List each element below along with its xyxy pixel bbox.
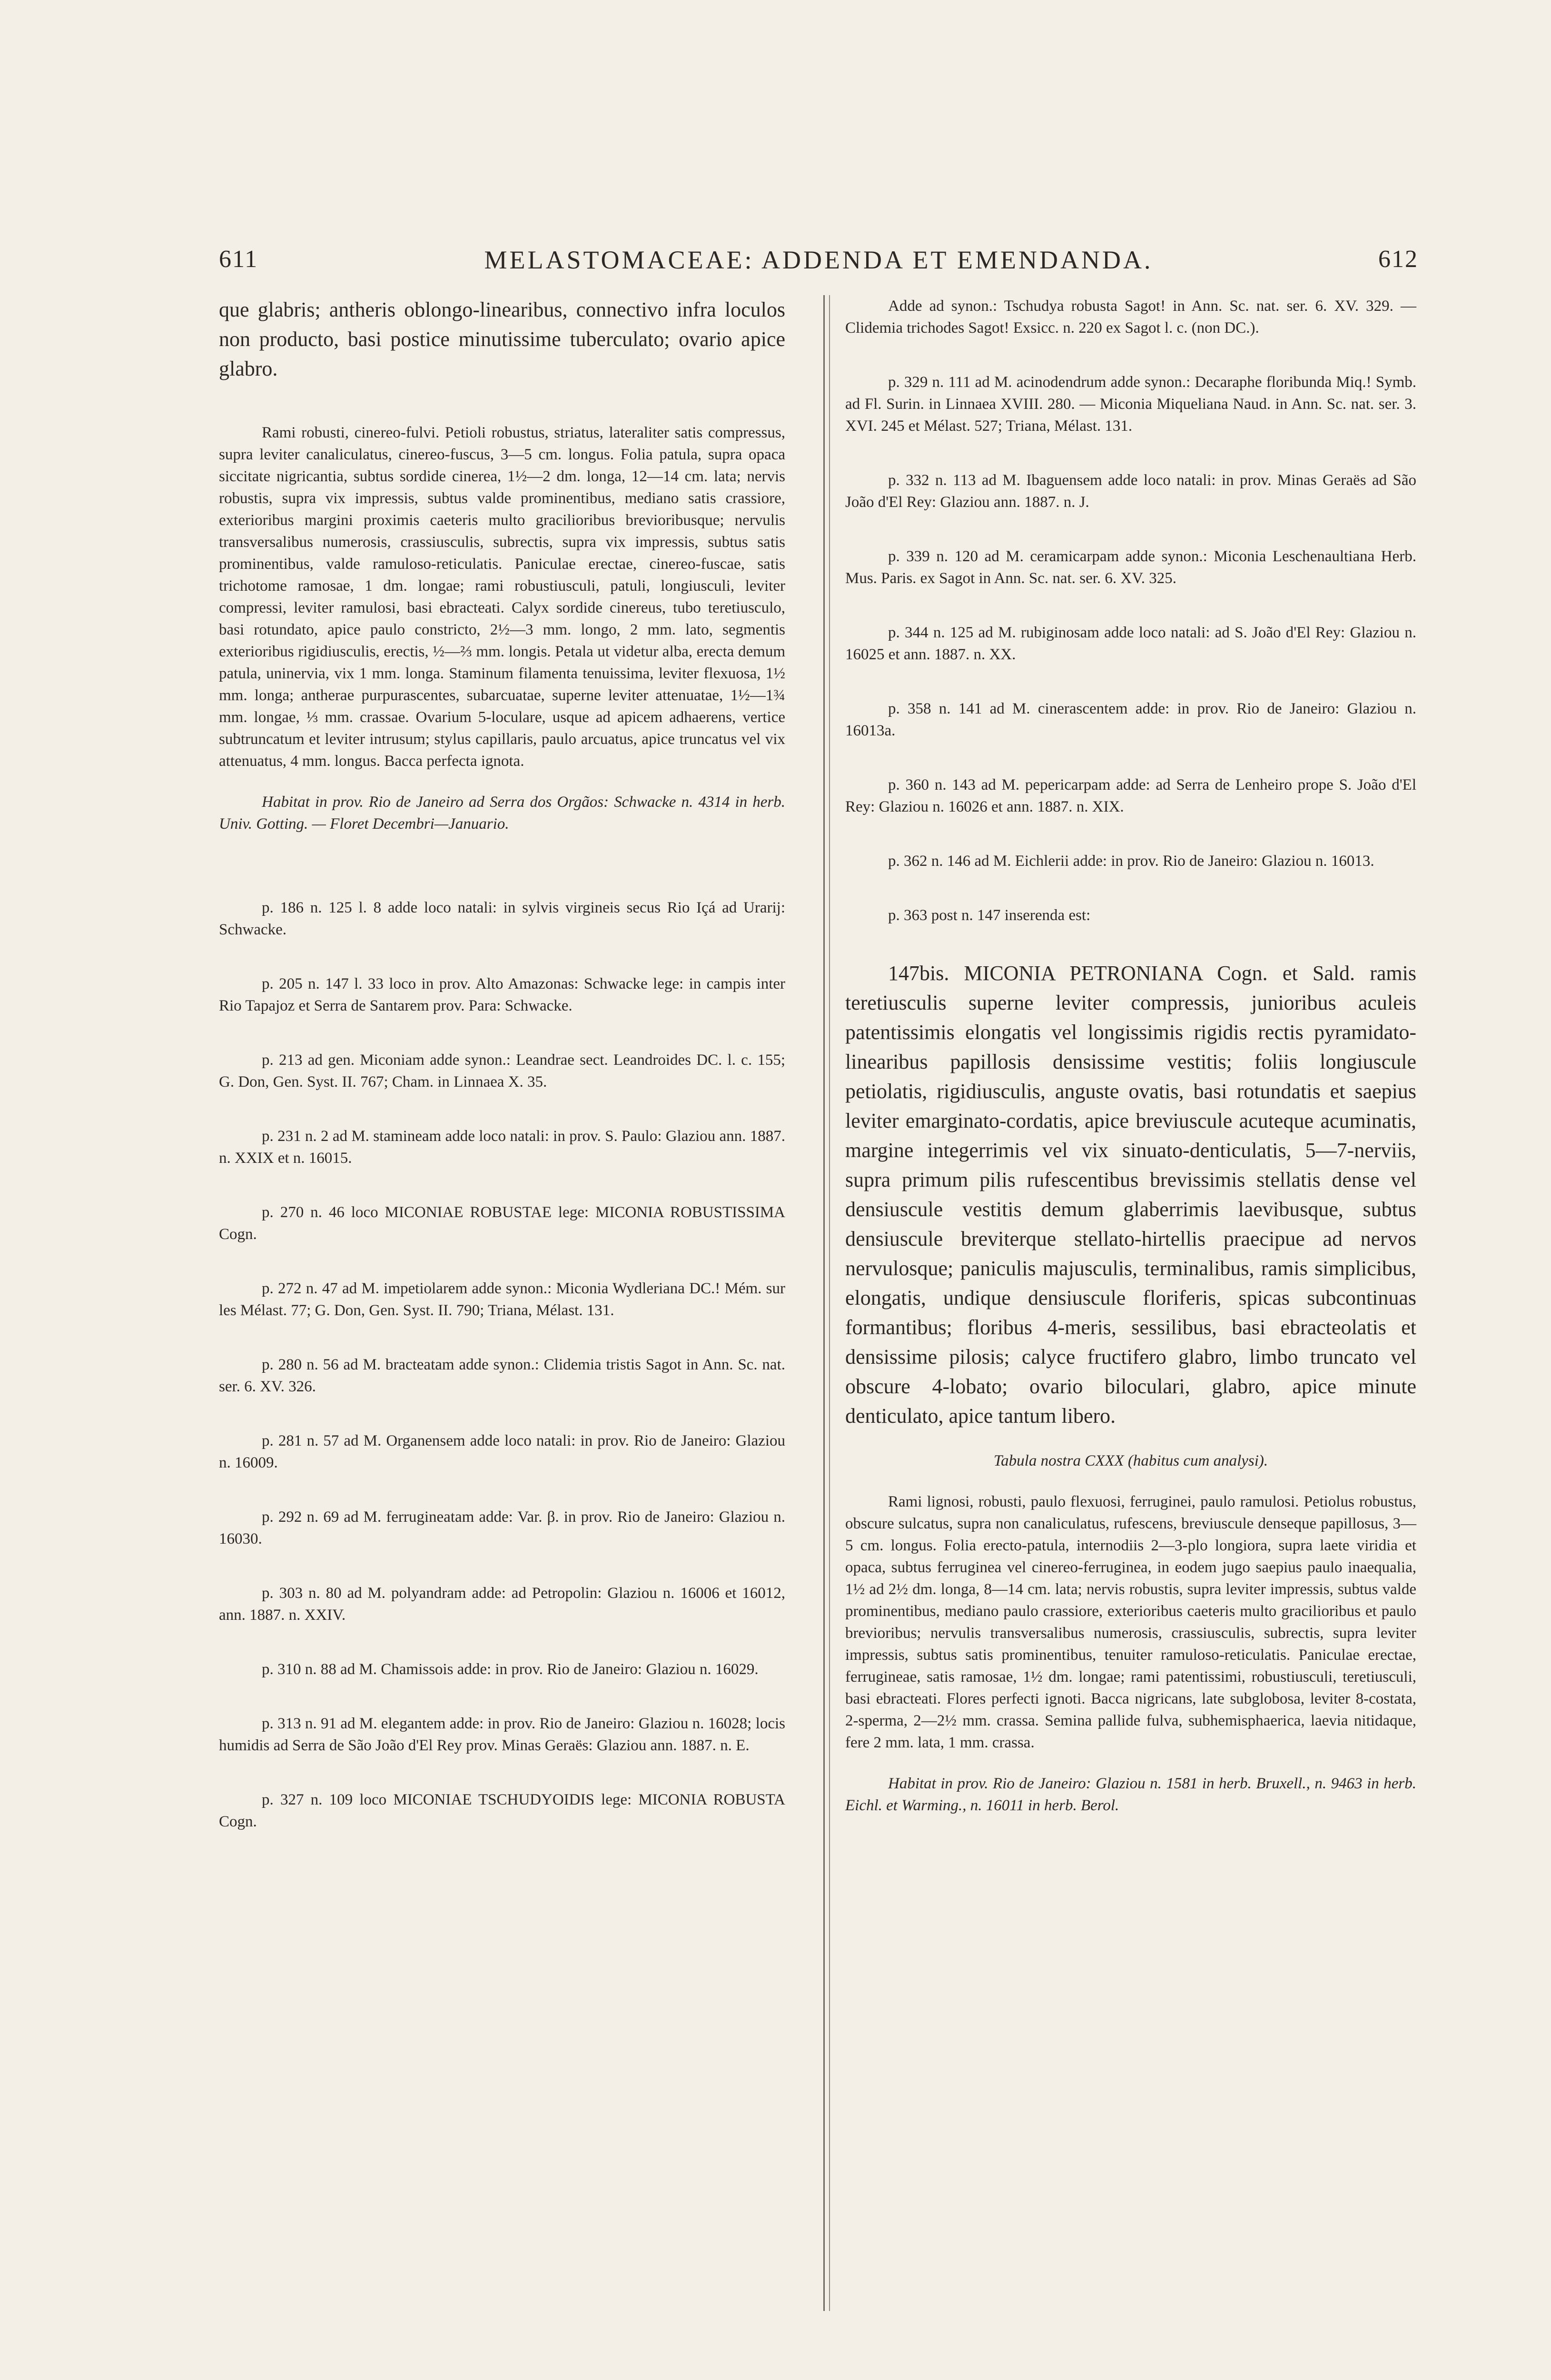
column-rule-inner — [829, 295, 830, 2311]
addendum-entry: p. 339 n. 120 ad M. ceramicarpam adde synon.: Miconia Leschenaultiana Herb. Mus. Paris. ex Sagot in Ann. Sc. nat. ser. 6. XV. 325. — [845, 548, 1416, 587]
addendum-entry: p. 272 n. 47 ad M. impetiolarem adde synon.: Miconia Wydleriana DC.! Mém. sur les Mélast. 77; G. Don, Gen. Syst. II. 790; Triana, Mélast. 131. — [219, 1280, 785, 1319]
addendum-entry: p. 281 n. 57 ad M. Organensem adde loco natali: in prov. Rio de Janeiro: Glaziou n. 16009. — [219, 1432, 785, 1471]
addendum-entry: p. 363 post n. 147 inserenda est: — [888, 907, 1091, 924]
addendum-entry: p. 310 n. 88 ad M. Chamissois adde: in prov. Rio de Janeiro: Glaziou n. 16029. — [262, 1661, 759, 1678]
column-rule — [823, 295, 825, 2311]
detailed-description: Rami robusti, cinereo-fulvi. Petioli robustus, striatus, lateraliter satis compressus, supra leviter canaliculatus, cinereo-fuscus, 3—5 cm. longus. Folia patula, supra opaca siccitate nigricantia, subtus sordide cinerea, 1½—2 dm. longa, 12—14 cm. lata; nervis robustis, supra vix impressis, subtus valde prominentibus, mediano satis crassiore, exterioribus margini proximis caeteris multo gracilioribus brevioribusque; nervulis transversalibus numerosis, crassiusculis, subrectis, supra vix impressis, subtus satis prominentibus, valde ramuloso-reticulatis. Paniculae erectae, cinereo-fuscae, satis trichotome ramosae, 1 dm. longae; rami robustiusculi, patuli, longiusculi, leviter compressi, leviter ramulosi, basi ebracteati. Calyx sordide cinereus, tubo teretiusculo, basi rotundato, apice paulo constricto, 2½—3 mm. longo, 2 mm. lato, segmentis exterioribus rigidiusculis, erectis, ½—⅔ mm. longis. Petala ut videtur alba, erecta demum patula, uninervia, vix 1 mm. longa. Staminum filamenta tenuissima, leviter flexuosa, 1½ mm. longa; antherae purpurascentes, subarcuatae, superne leviter attenuatae, 1½—1¾ mm. longae, ⅓ mm. crassae. Ovarium 5-loculare, usque ad apicem adhaerens, vertice subtruncatum et leviter intrusum; stylus capillaris, paulo arcuatus, apice truncatus vel vix attenuatus, 4 mm. longus. Bacca perfecta ignota. — [219, 424, 785, 770]
addendum-entry: p. 303 n. 80 ad M. polyandram adde: ad Petropolin: Glaziou n. 16006 et 16012, ann. 1887. n. XXIV. — [219, 1585, 785, 1624]
addendum-entry: p. 344 n. 125 ad M. rubiginosam adde loco natali: ad S. João d'El Rey: Glaziou n. 16025 et ann. 1887. n. XX. — [845, 624, 1416, 663]
left-column — [219, 295, 785, 1865]
running-title: MELASTOMACEAE: ADDENDA ET EMENDANDA. — [484, 246, 1153, 274]
plate-reference: Tabula nostra CXXX (habitus cum analysi). — [993, 1452, 1268, 1469]
running-header — [219, 245, 1418, 278]
addendum-entry: p. 362 n. 146 ad M. Eichlerii adde: in prov. Rio de Janeiro: Glaziou n. 16013. — [888, 853, 1374, 870]
right-column — [845, 295, 1416, 1816]
addendum-entry: p. 280 n. 56 ad M. bracteatam adde synon.: Clidemia tristis Sagot in Ann. Sc. nat. ser. 6. XV. 326. — [219, 1356, 785, 1395]
page-number-left: 611 — [219, 246, 258, 273]
page-number-right: 612 — [1378, 246, 1418, 273]
addendum-entry: p. 270 n. 46 loco MICONIAE ROBUSTAE lege: MICONIA ROBUSTISSIMA Cogn. — [219, 1204, 785, 1243]
detailed-description: Rami lignosi, robusti, paulo flexuosi, ferruginei, paulo ramulosi. Petiolus robustus, obscure sulcatus, supra non canaliculatus, rufescens, breviuscule denseque papillosus, 3—5 cm. longus. Folia erecto-patula, internodiis 2—3-plo longiora, supra laete viridia et opaca, subtus ferruginea vel cinereo-ferruginea, in eodem jugo saepius paulo inaequalia, 1½ ad 2½ dm. longa, 8—14 cm. lata; nervis robustis, supra leviter impressis, subtus valde prominentibus, mediano paulo crassiore, exterioribus caeteris multo gracilioribus et paulo brevioribus; nervulis transversalibus numerosis, crassiusculis, subrectis, supra leviter impressis, subtus satis prominentibus, tenuiter ramuloso-reticulatis. Paniculae erectae, ferrugineae, satis ramosae, 1½ dm. longae; rami patentissimi, robustiusculi, teretiusculi, basi ebracteati. Flores perfecti ignoti. Bacca nigricans, late subglobosa, leviter 8-costata, 2-sperma, 2—2½ mm. crassa. Semina pallide fulva, subhemisphaerica, laevia nitidaque, fere 2 mm. lata, 1 mm. crassa. — [845, 1493, 1416, 1751]
addendum-entry: p. 327 n. 109 loco MICONIAE TSCHUDYOIDIS lege: MICONIA ROBUSTA Cogn. — [219, 1791, 785, 1830]
habitat-note: Habitat in prov. Rio de Janeiro: Glaziou n. 1581 in herb. Bruxell., n. 9463 in herb. Eichl. et Warming., n. 16011 in herb. Berol. — [845, 1775, 1416, 1814]
addendum-entry: p. 292 n. 69 ad M. ferrugineatam adde: Var. β. in prov. Rio de Janeiro: Glaziou n. 16030. — [219, 1508, 785, 1547]
addendum-entry: Adde ad synon.: Tschudya robusta Sagot! in Ann. Sc. nat. ser. 6. XV. 329. — Clidemia trichodes Sagot! Exsicc. n. 220 ex Sagot l. c. (non DC.). — [845, 298, 1416, 337]
addendum-entry: p. 358 n. 141 ad M. cinerascentem adde: in prov. Rio de Janeiro: Glaziou n. 16013a. — [845, 700, 1416, 739]
addendum-entry: p. 329 n. 111 ad M. acinodendrum adde synon.: Decaraphe floribunda Miq.! Symb. ad Fl. Surin. in Linnaea XVIII. 280. — Miconia Miqueliana Naud. in Ann. Sc. nat. ser. 3. XVI. 245 et Mélast. 527; Triana, Mélast. 131. — [845, 374, 1416, 435]
new-species-description: 147bis. MICONIA PETRONIANA Cogn. et Sald. ramis teretiusculis superne leviter compressis, junioribus aculeis patentissimis elongatis vel longissimis rigidis rectis pyramidato-linearibus papillosis densissime vestitis; foliis longiuscule petiolatis, rigidiusculis, anguste ovatis, basi rotundatis et saepius leviter emarginato-cordatis, apice breviuscule acuteque acuminatis, margine integerrimis vel vix sinuato-denticulatis, 5—7-nerviis, supra primum pilis rufescentibus brevissimis stellatis dense vel densiuscule vestitis demum glaberrimis laevibusque, subtus densiuscule breviterque stellato-hirtellis praecipue ad nervos nervulosque; paniculis majusculis, terminalibus, ramis simplicibus, elongatis, undique densiuscule floriferis, spicas subcontinuas formantibus; floribus 4-meris, sessilibus, basi ebracteolatis et densissime pilosis; calyce fructifero glabro, limbo truncato vel obscure 4-lobato; ovario biloculari, glabro, apice minute denticulato, apice tantum libero. — [845, 962, 1416, 1428]
addendum-entry: p. 205 n. 147 l. 33 loco in prov. Alto Amazonas: Schwacke lege: in campis inter Rio Tapajoz et Serra de Santarem prov. Para: Schwacke. — [219, 975, 785, 1014]
habitat-note: Habitat in prov. Rio de Janeiro ad Serra dos Orgãos: Schwacke n. 4314 in herb. Univ. Gotting. — Floret Decembri—Januario. — [219, 793, 785, 833]
species-description-continuation: que glabris; antheris oblongo-linearibus, connectivo infra loculos non producto, basi postice minutissime tuberculato; ovario apice glabro. — [219, 298, 785, 380]
addendum-entry: p. 186 n. 125 l. 8 adde loco natali: in sylvis virgineis secus Rio Içá ad Urarij: Schwacke. — [219, 899, 785, 938]
addendum-entry: p. 231 n. 2 ad M. stamineam adde loco natali: in prov. S. Paulo: Glaziou ann. 1887. n. XXIX et n. 16015. — [219, 1128, 785, 1167]
addendum-entry: p. 313 n. 91 ad M. elegantem adde: in prov. Rio de Janeiro: Glaziou n. 16028; locis humidis ad Serra de São João d'El Rey prov. Minas Geraës: Glaziou ann. 1887. n. E. — [219, 1715, 785, 1754]
addendum-entry: p. 360 n. 143 ad M. pepericarpam adde: ad Serra de Lenheiro prope S. João d'El Rey: Glaziou n. 16026 et ann. 1887. n. XIX. — [845, 776, 1416, 815]
addendum-entry: p. 332 n. 113 ad M. Ibaguensem adde loco natali: in prov. Minas Geraës ad São João d'El Rey: Glaziou ann. 1887. n. J. — [845, 472, 1416, 511]
addendum-entry: p. 213 ad gen. Miconiam adde synon.: Leandrae sect. Leandroides DC. l. c. 155; G. Don, Gen. Syst. II. 767; Cham. in Linnaea X. 35. — [219, 1051, 785, 1091]
